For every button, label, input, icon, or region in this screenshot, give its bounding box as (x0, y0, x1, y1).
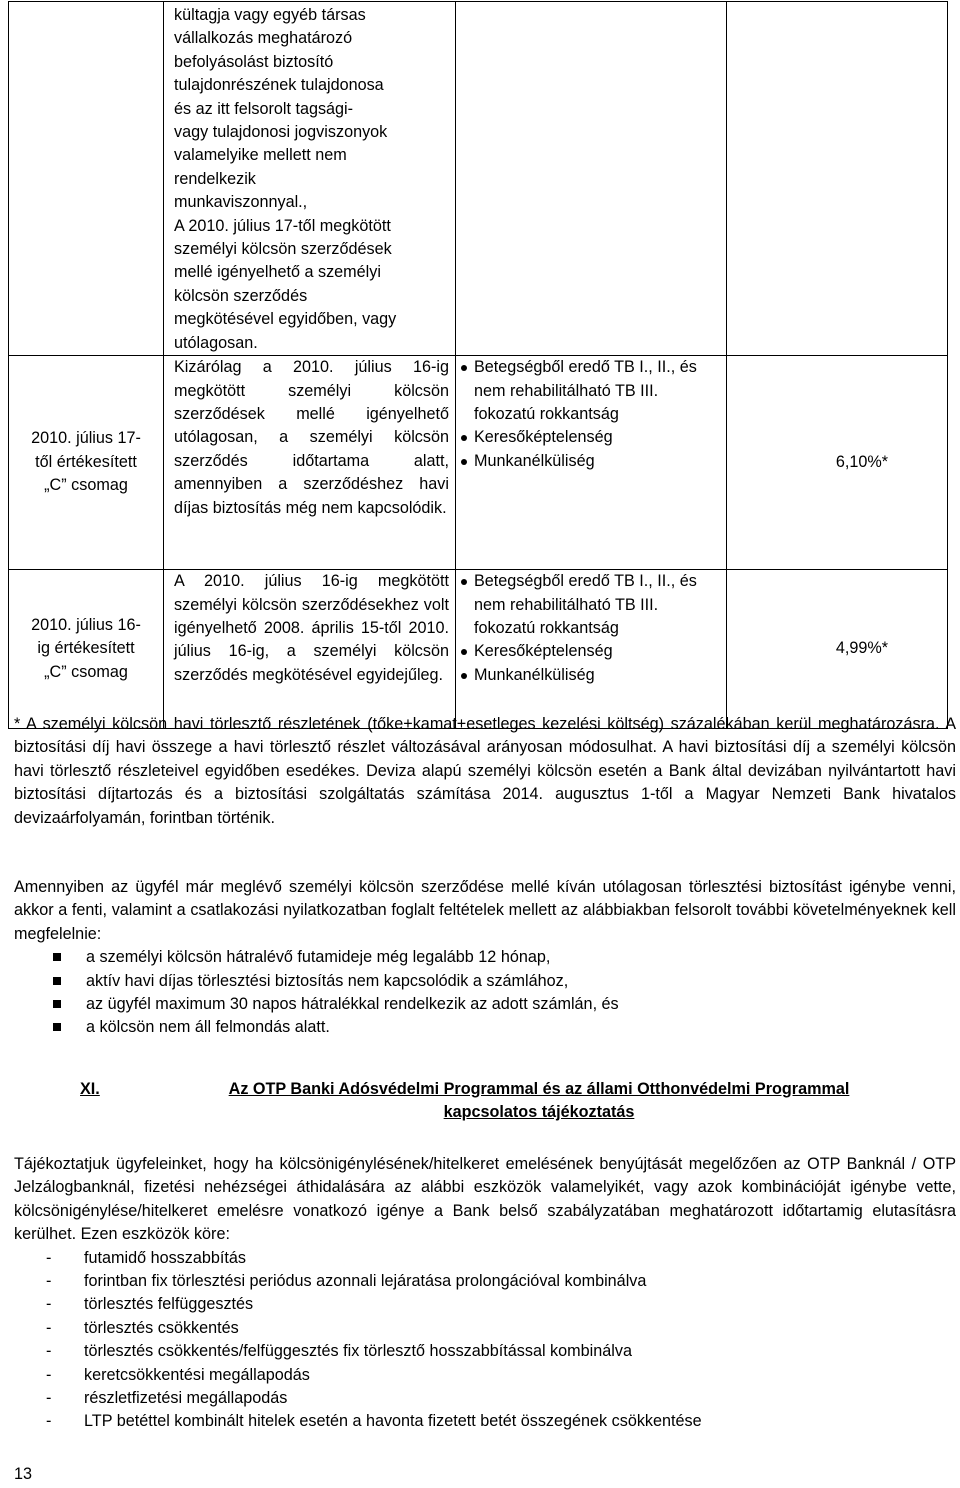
package-cell (9, 356, 164, 570)
terms-text: A 2010. július 16-ig megkötött személyi kölcsön szerződésekhez volt igényelhető 2008. április 15-től 2010. július 16-ig, a személyi kölcsön szerződés megkötésével egyidejűleg. (174, 572, 449, 684)
terms-line: befolyásolást biztosító (174, 52, 334, 71)
list-item: a kölcsön nem áll felmondás alatt. (86, 1016, 956, 1039)
package-label-line: „C” csomag (44, 662, 128, 681)
list-item: aktív havi díjas törlesztési biztosítás nem kapcsolódik a számlához, (86, 970, 956, 993)
risks-cell (456, 2, 727, 356)
retro-paragraph: Amennyiben az ügyfél már meglévő személyi kölcsön szerződése mellé kíván utólagosan törlesztési biztosítást igénybe venni, akkor a fenti, valamint a csatlakozási nyilatkozatban foglalt feltételek mellett az alábbiakban felsorolt további követelményeknek kell megfelelnie: (14, 878, 956, 943)
list-item: - törlesztés felfüggesztés (84, 1293, 956, 1316)
list-item: - LTP betéttel kombinált hitelek esetén a havonta fizetett betét összegének csökkentése (84, 1410, 956, 1433)
risks-cell (456, 570, 727, 729)
rate-cell (727, 356, 948, 570)
terms-text: Kizárólag a 2010. július 16-ig megkötött személyi kölcsön szerződések mellé igényelhető utólagosan, a személyi kölcsön szerződés időtartama alatt, amennyiben a szerződéshez havi díjas biztosítás még nem kapcsolódik. (174, 358, 449, 517)
package-label-line: 2010. július 16- (31, 615, 141, 634)
risk-item: Keresőképtelenség (474, 426, 722, 449)
terms-cell (164, 2, 456, 356)
terms-line: kölcsön szerződés (174, 286, 308, 305)
section-title-line: Az OTP Banki Adósvédelmi Programmal és az állami Otthonvédelmi Programmal (228, 1080, 850, 1098)
list-item: - futamidő hosszabbítás (84, 1247, 956, 1270)
package-label-line: „C” csomag (44, 476, 128, 495)
package-label-line: 2010. július 17- (31, 429, 141, 448)
requirements-list (14, 946, 956, 1040)
terms-cell (164, 356, 456, 570)
terms-line: kültagja vagy egyéb társas (174, 6, 366, 24)
package-cell (9, 2, 164, 356)
terms-line: megkötésével egyidőben, vagy (174, 310, 397, 329)
list-item: az ügyfél maximum 30 napos hátralékkal rendelkezik az adott számlán, és (86, 993, 956, 1016)
terms-line: rendelkezik (174, 169, 256, 188)
risks-cell (456, 356, 727, 570)
footnote: * A személyi kölcsön havi törlesztő részletének (tőke+kamat+esetleges kezelési költség) százalékában kerül meghatározásra. A biztosítási díj havi összege a havi törlesztő részlet változásával arányosan módosulhat. A havi biztosítási díj a személyi kölcsön havi törlesztő részleteivel egyidőben esedékes. Deviza alapú személyi kölcsön esetén a Bank által devizában nyilvántartott havi biztosítási díjtartozás és a biztosítási szolgáltatás számítása 2014. augusztus 1-től a Magyar Nemzeti Bank hivatalos devizaárfolyamán, forintban történik. (14, 715, 956, 827)
terms-cell (164, 570, 456, 729)
section-heading (80, 1078, 940, 1125)
rate-cell (727, 2, 948, 356)
terms-line: valamelyike mellett nem (174, 146, 347, 165)
list-item: - törlesztés csökkentés (84, 1317, 956, 1340)
rate-value: 6,10%* (835, 452, 889, 471)
terms-line: vállalkozás meghatározó (174, 29, 353, 48)
risk-item: Munkanélküliség (474, 450, 722, 473)
table-row (9, 570, 948, 729)
terms-line: vagy tulajdonosi jogviszonyok (174, 123, 388, 142)
rate-cell (727, 570, 948, 729)
retro-insurance-block (14, 876, 956, 1040)
section-title-line: kapcsolatos tájékoztatás (443, 1103, 635, 1122)
info-paragraph: Tájékoztatjuk ügyfeleinket, hogy ha kölcsönigénylésének/hitelkeret emelésének benyújtását megelőzően az OTP Banknál / OTP Jelzálogbanknál, fizetési nehézségei áthidalására az alábbi eszközök valamelyikét, vagy azok kombinációját igénybe vette, kölcsönigénylése/hitelkeret emelésre vonatkozó igénye a Bank belső szabályzatában meghatározott időtartamig elutasításra kerülhet. Ezen eszközök köre: (14, 1155, 956, 1244)
rate-value: 4,99%* (835, 639, 889, 658)
tools-list (14, 1247, 956, 1434)
list-item: - keretcsökkentési megállapodás (84, 1364, 956, 1387)
package-label-line: től értékesített (35, 452, 137, 471)
terms-line: A 2010. július 17-től megkötött (174, 216, 391, 235)
list-item: a személyi kölcsön hátralévő futamideje még legalább 12 hónap, (86, 946, 956, 969)
page-number: 13 (14, 1465, 33, 1483)
risk-item: Munkanélküliség (474, 664, 722, 687)
list-item: - forintban fix törlesztési periódus azonnali lejáratása prolongációval kombinálva (84, 1270, 956, 1293)
table-row (9, 356, 948, 570)
terms-line: munkaviszonnyal., (174, 193, 308, 212)
section-number: XI. (80, 1080, 100, 1098)
risk-item: Betegségből eredő TB I., II., és nem rehabilitálható TB III. fokozatú rokkantság (474, 356, 722, 426)
risk-item: Keresőképtelenség (474, 640, 722, 663)
list-item: - részletfizetési megállapodás (84, 1387, 956, 1410)
package-cell (9, 570, 164, 729)
terms-line: tulajdonrészének tulajdonosa (174, 76, 384, 95)
info-block (14, 1153, 956, 1434)
package-label-line: ig értékesített (37, 639, 135, 658)
terms-line: és az itt felsorolt tagsági- (174, 99, 354, 118)
terms-line: utólagosan. (174, 333, 258, 352)
insurance-table (8, 1, 948, 729)
list-item: - törlesztés csökkentés/felfüggesztés fix törlesztő hosszabbítással kombinálva (84, 1340, 956, 1363)
risk-item: Betegségből eredő TB I., II., és nem rehabilitálható TB III. fokozatú rokkantság (474, 570, 722, 640)
table-row (9, 2, 948, 356)
terms-line: személyi kölcsön szerződések (174, 240, 392, 259)
terms-line: mellé igényelhető a személyi (174, 263, 381, 282)
